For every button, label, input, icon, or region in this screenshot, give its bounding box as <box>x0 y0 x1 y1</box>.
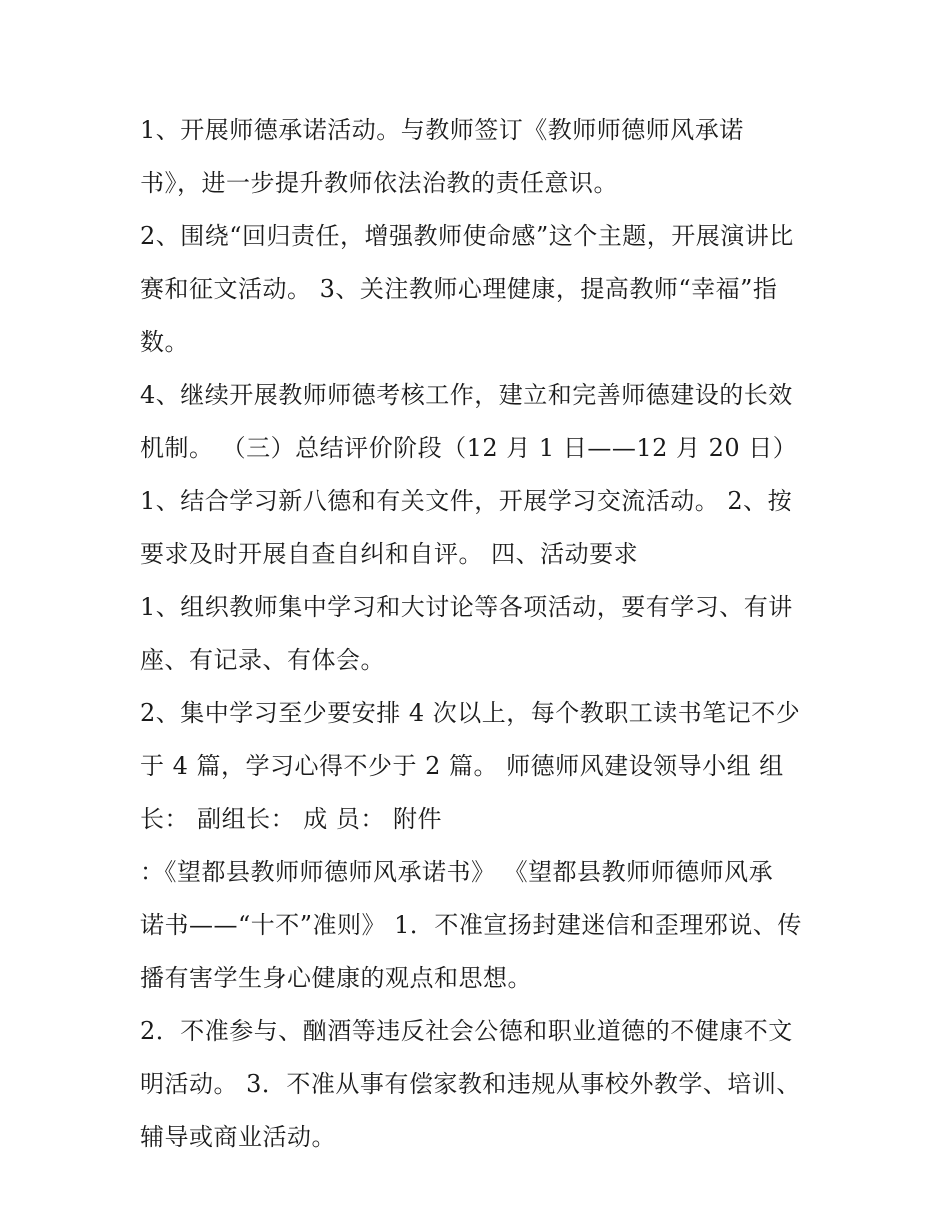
text-line-17: 播有害学生身心健康的观点和思想。 <box>140 964 532 992</box>
text-line-1: 1、开展师德承诺活动。与教师签订《教师师德师风承诺 <box>140 116 744 144</box>
text-line-19: 明活动。 3．不准从事有偿家教和违规从事校外教学、培训、 <box>140 1070 801 1098</box>
text-line-12: 2、集中学习至少要安排 4 次以上，每个教职工读书笔记不少 <box>140 699 801 727</box>
text-line-16: 诺书——“十不”准则》 1．不准宣扬封建迷信和歪理邪说、传 <box>140 911 802 939</box>
text-line-5: 数。 <box>140 328 189 356</box>
text-line-20: 辅导或商业活动。 <box>140 1123 336 1151</box>
text-line-15: ：《望都县教师师德师风承诺书》 《望都县教师师德师风承 <box>140 858 774 886</box>
text-line-4: 赛和征文活动。 3、关注教师心理健康，提高教师“幸福”指 <box>140 275 778 303</box>
text-line-6: 4、继续开展教师师德考核工作，建立和完善师德建设的长效 <box>140 381 793 409</box>
text-line-7: 机制。 （三）总结评价阶段（12 月 1 日——12 月 20 日） <box>140 434 798 462</box>
text-line-13: 于 4 篇，学习心得不少于 2 篇。 师德师风建设领导小组 组 <box>140 752 784 780</box>
text-line-2: 书》，进一步提升教师依法治教的责任意识。 <box>140 169 618 197</box>
text-line-3: 2、围绕“回归责任，增强教师使命感”这个主题，开展演讲比 <box>140 222 794 250</box>
text-line-11: 座、有记录、有体会。 <box>140 646 385 674</box>
text-line-9: 要求及时开展自查自纠和自评。 四、活动要求 <box>140 540 639 568</box>
text-line-18: 2．不准参与、酗酒等违反社会公德和职业道德的不健康不文 <box>140 1017 793 1045</box>
text-line-14: 长： 副组长： 成 员： 附件 <box>140 805 443 833</box>
text-line-10: 1、组织教师集中学习和大讨论等各项活动，要有学习、有讲 <box>140 593 793 621</box>
text-line-8: 1、结合学习新八德和有关文件，开展学习交流活动。 2、按 <box>140 487 793 515</box>
